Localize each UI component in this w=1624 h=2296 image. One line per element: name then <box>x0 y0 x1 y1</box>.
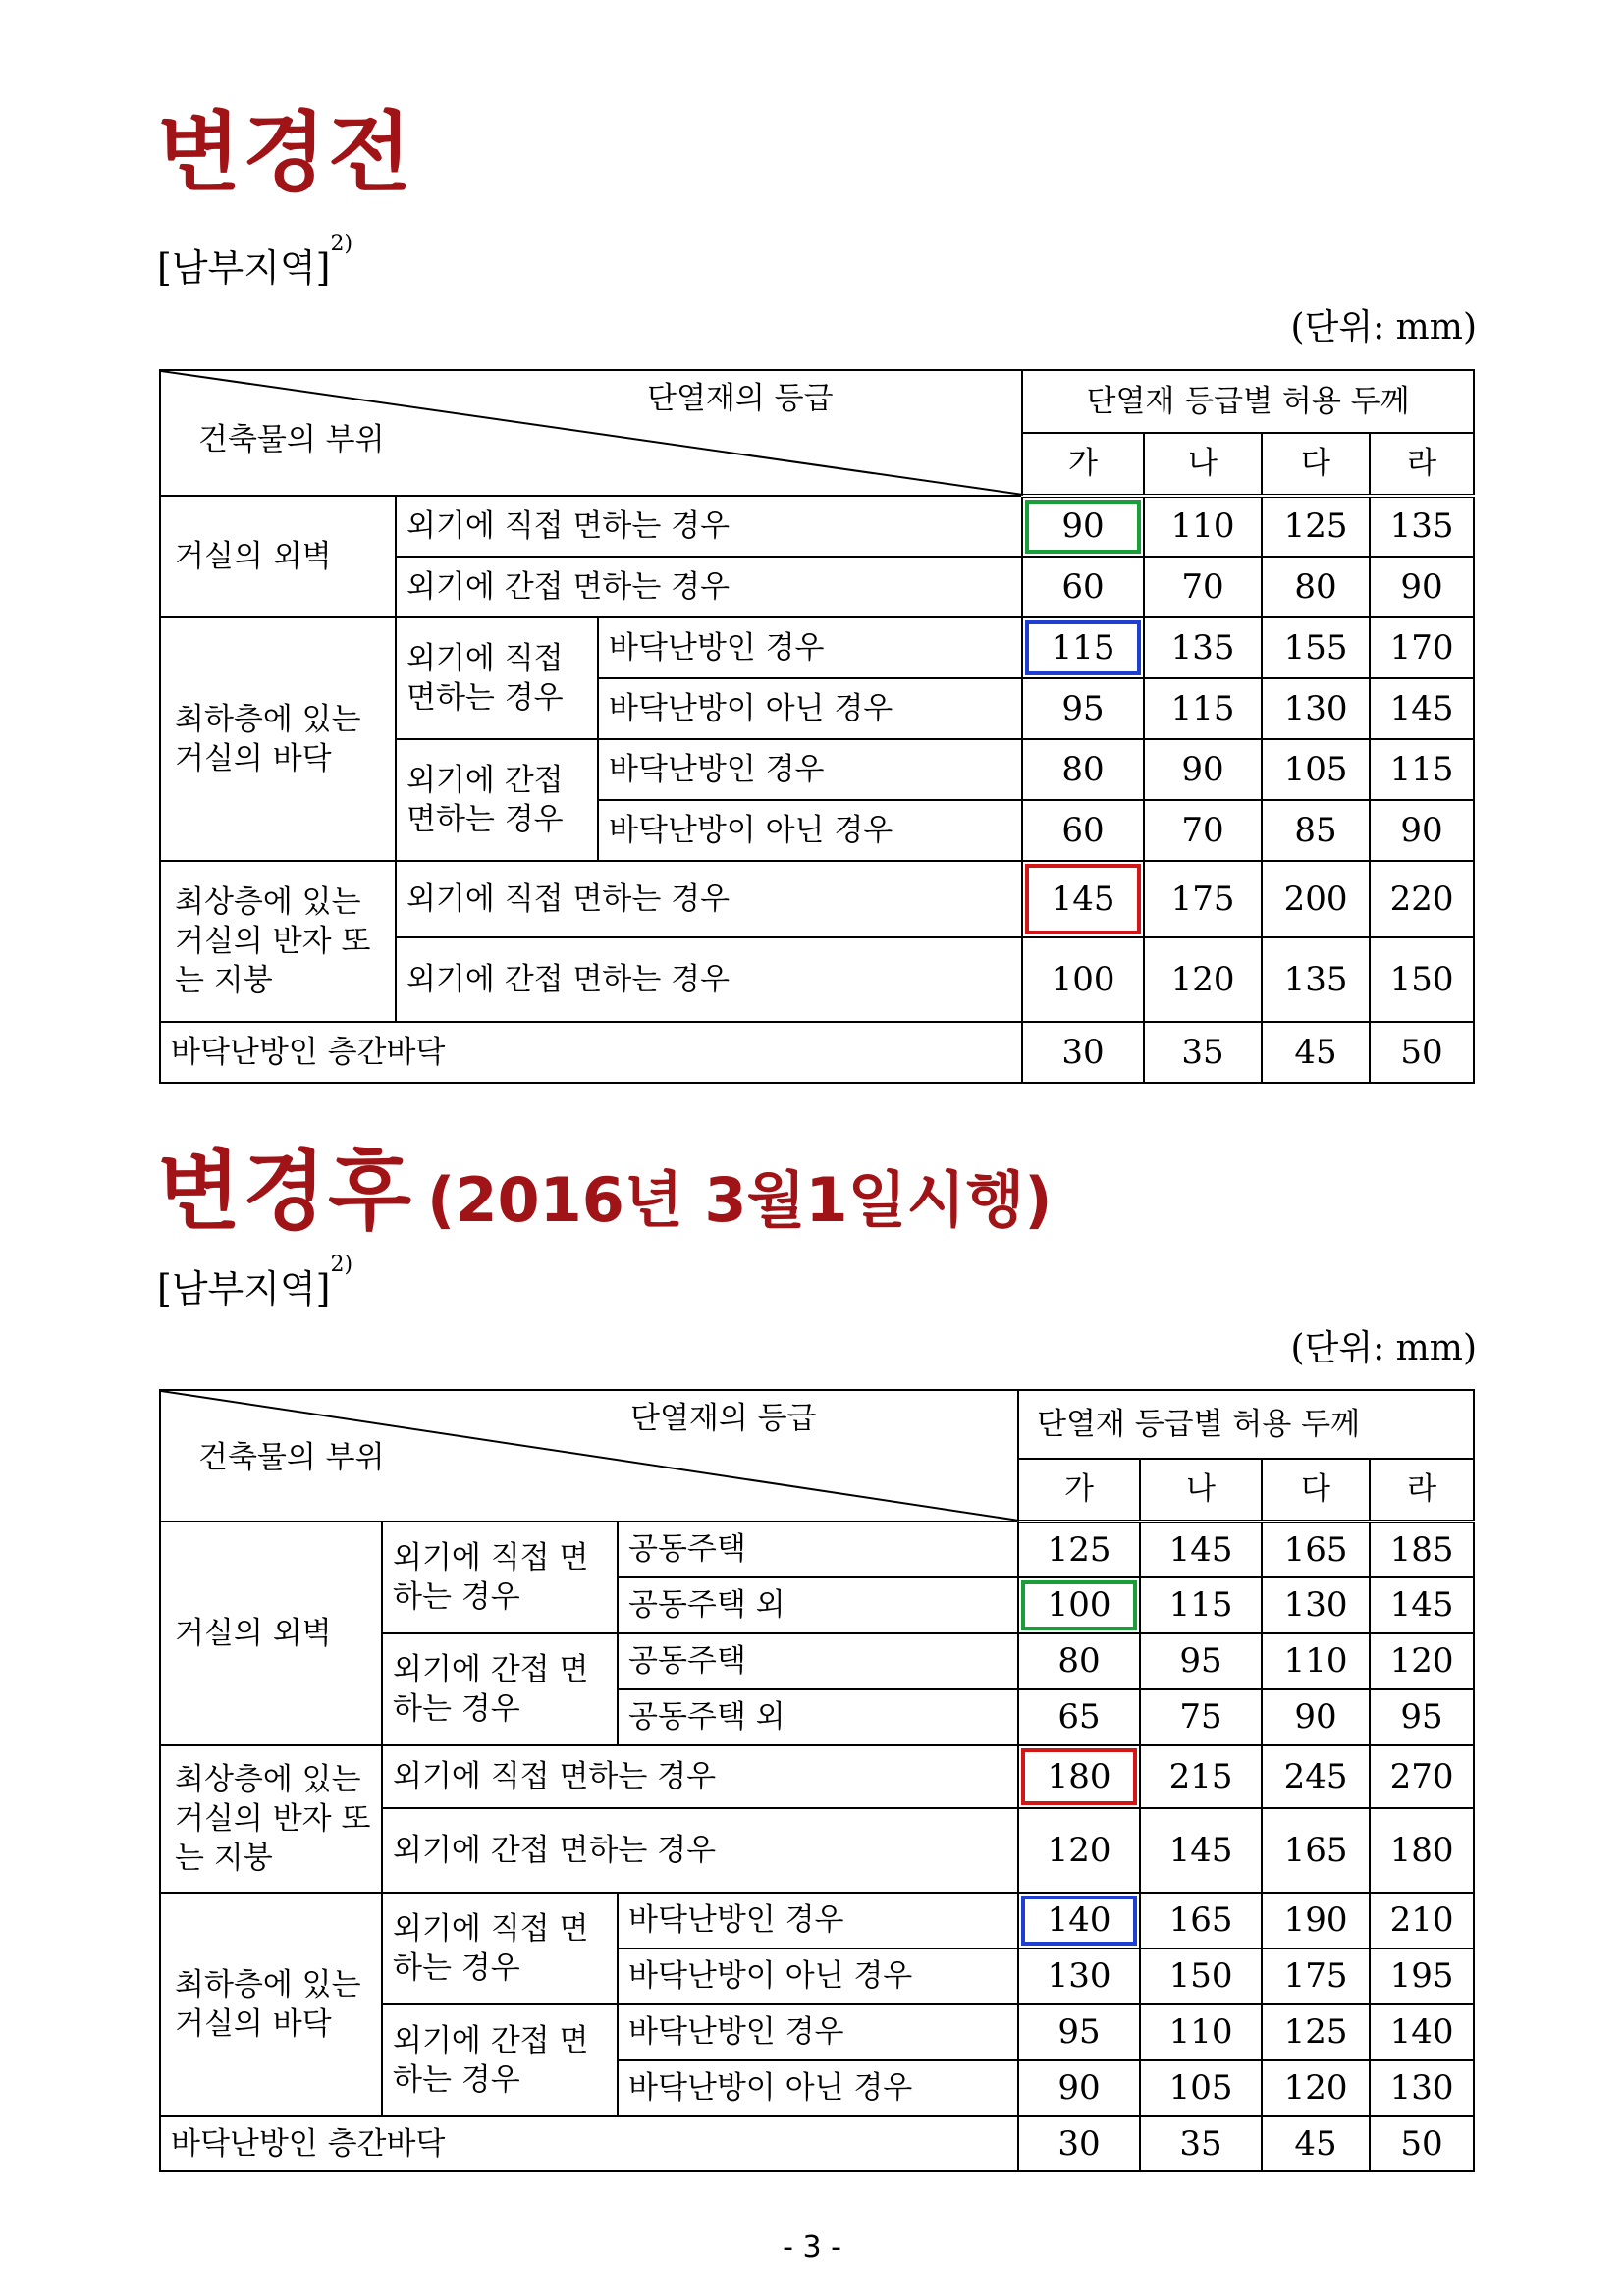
after-cell: 75 <box>1140 1689 1262 1745</box>
after-cell: 95 <box>1370 1689 1474 1745</box>
before-grade-label: 단열재의 등급 <box>647 381 834 416</box>
after-heating-label: 바닥난방인 경우 <box>618 1893 1018 1949</box>
before-cell: 175 <box>1144 861 1262 937</box>
before-unit-label: (단위: mm) <box>1290 307 1477 347</box>
before-part-label: 건축물의 부위 <box>198 422 385 457</box>
after-cell: 120 <box>1370 1633 1474 1689</box>
after-row-floor-heating: 바닥난방인 층간바닥 <box>160 2116 1018 2171</box>
before-row-lowest-floor: 최하층에 있는 거실의 바닥 <box>160 617 396 861</box>
before-cell: 170 <box>1370 617 1474 678</box>
after-cell: 150 <box>1140 1949 1262 2004</box>
after-cell: 125 <box>1262 2004 1370 2060</box>
after-no-heating-label: 바닥난방이 아닌 경우 <box>618 1949 1018 2004</box>
after-indirect-label: 외기에 간접 면하는 경우 <box>382 1808 1018 1893</box>
before-cell: 135 <box>1370 496 1474 557</box>
after-heating-label: 바닥난방인 경우 <box>618 2004 1018 2060</box>
after-cell: 110 <box>1262 1633 1370 1689</box>
after-non-apartment-label: 공동주택 외 <box>618 1577 1018 1633</box>
after-no-heating-label: 바닥난방이 아닌 경우 <box>618 2060 1018 2116</box>
before-title <box>157 102 414 203</box>
after-cell: 45 <box>1262 2116 1370 2171</box>
after-grade-ra: 라 <box>1370 1459 1474 1522</box>
after-cell: 210 <box>1370 1893 1474 1949</box>
after-cell: 120 <box>1262 2060 1370 2116</box>
after-cell: 95 <box>1140 1633 1262 1689</box>
after-cell: 105 <box>1140 2060 1262 2116</box>
after-title-text: 변경후 <box>157 1141 414 1242</box>
table-row <box>160 861 1474 937</box>
before-cell: 70 <box>1144 800 1262 861</box>
before-cell: 90 <box>1370 557 1474 617</box>
before-cell: 150 <box>1370 937 1474 1022</box>
before-cell: 90 <box>1370 800 1474 861</box>
before-cell: 145 <box>1370 678 1474 739</box>
after-cell: 125 <box>1018 1522 1140 1577</box>
after-region-footnote: 2) <box>330 1253 353 1277</box>
before-cell: 135 <box>1262 937 1370 1022</box>
after-cell: 165 <box>1140 1893 1262 1949</box>
before-indirect-label: 외기에 간접 면하는 경우 <box>396 557 1022 617</box>
after-grade-da: 다 <box>1262 1459 1370 1522</box>
before-cell: 95 <box>1022 678 1144 739</box>
page-number: - 3 - <box>783 2230 841 2265</box>
before-cell: 120 <box>1144 937 1262 1022</box>
before-direct-label: 외기에 직접 면하는 경우 <box>396 496 1022 557</box>
after-header-corner <box>160 1390 1018 1522</box>
after-cell: 90 <box>1018 2060 1140 2116</box>
before-cell: 45 <box>1262 1022 1370 1083</box>
after-title-suffix: (2016년 3월1일시행) <box>427 1164 1053 1236</box>
before-region-footnote: 2) <box>330 232 353 256</box>
before-cell: 145 <box>1022 861 1144 937</box>
after-part-label: 건축물의 부위 <box>198 1440 385 1475</box>
before-row-outer-wall: 거실의 외벽 <box>160 496 396 617</box>
after-indirect-label: 외기에 간접 면하는 경우 <box>382 1633 618 1745</box>
after-cell: 215 <box>1140 1745 1262 1808</box>
before-cell: 200 <box>1262 861 1370 937</box>
before-direct-label: 외기에 직접 면하는 경우 <box>396 861 1022 937</box>
before-cell: 100 <box>1022 937 1144 1022</box>
table-row <box>160 2116 1474 2171</box>
before-no-heating-label: 바닥난방이 아닌 경우 <box>598 678 1022 739</box>
after-cell: 145 <box>1140 1522 1262 1577</box>
before-no-heating-label: 바닥난방이 아닌 경우 <box>598 800 1022 861</box>
before-cell: 90 <box>1022 496 1144 557</box>
after-cell: 190 <box>1262 1893 1370 1949</box>
after-cell: 120 <box>1018 1808 1140 1893</box>
after-cell: 175 <box>1262 1949 1370 2004</box>
after-cell: 145 <box>1370 1577 1474 1633</box>
after-cell: 165 <box>1262 1522 1370 1577</box>
before-cell: 115 <box>1370 739 1474 800</box>
after-apartment-label: 공동주택 <box>618 1633 1018 1689</box>
after-region-label <box>157 1253 353 1312</box>
before-cell: 35 <box>1144 1022 1262 1083</box>
before-cell: 60 <box>1022 557 1144 617</box>
after-cell: 195 <box>1370 1949 1474 2004</box>
before-cell: 90 <box>1144 739 1262 800</box>
before-grade-na: 나 <box>1144 433 1262 496</box>
before-heating-label: 바닥난방인 경우 <box>598 617 1022 678</box>
before-title-text: 변경전 <box>157 102 414 203</box>
after-cell: 165 <box>1262 1808 1370 1893</box>
after-row-lowest-floor: 최하층에 있는 거실의 바닥 <box>160 1893 382 2116</box>
before-heating-label: 바닥난방인 경우 <box>598 739 1022 800</box>
after-apartment-label: 공동주택 <box>618 1522 1018 1577</box>
before-region-text: [남부지역] <box>157 246 331 290</box>
table-row <box>160 1893 1474 1949</box>
after-cell: 180 <box>1018 1745 1140 1808</box>
before-cell: 105 <box>1262 739 1370 800</box>
after-cell: 30 <box>1018 2116 1140 2171</box>
after-indirect-label: 외기에 간접 면하는 경우 <box>382 2004 618 2116</box>
before-table <box>159 369 1475 1084</box>
after-region-text: [남부지역] <box>157 1267 331 1310</box>
after-cell: 80 <box>1018 1633 1140 1689</box>
after-cell: 90 <box>1262 1689 1370 1745</box>
after-cell: 145 <box>1140 1808 1262 1893</box>
table-row <box>160 617 1474 678</box>
before-indirect-label: 외기에 간접 면하는 경우 <box>396 937 1022 1022</box>
before-row-floor-heating: 바닥난방인 층간바닥 <box>160 1022 1022 1083</box>
before-cell: 155 <box>1262 617 1370 678</box>
before-cell: 85 <box>1262 800 1370 861</box>
before-cell: 110 <box>1144 496 1262 557</box>
before-cell: 130 <box>1262 678 1370 739</box>
before-cell: 50 <box>1370 1022 1474 1083</box>
after-direct-label: 외기에 직접 면하는 경우 <box>382 1522 618 1633</box>
after-cell: 185 <box>1370 1522 1474 1577</box>
after-cell: 100 <box>1018 1577 1140 1633</box>
after-cell: 95 <box>1018 2004 1140 2060</box>
after-row-top-roof: 최상층에 있는 거실의 반자 또는 지붕 <box>160 1745 382 1893</box>
before-thickness-header: 단열재 등급별 허용 두께 <box>1022 370 1474 433</box>
after-cell: 130 <box>1262 1577 1370 1633</box>
after-thickness-header: 단열재 등급별 허용 두께 <box>1018 1390 1474 1459</box>
before-cell: 70 <box>1144 557 1262 617</box>
after-row-outer-wall: 거실의 외벽 <box>160 1522 382 1745</box>
after-direct-label: 외기에 직접 면하는 경우 <box>382 1893 618 2004</box>
after-grade-na: 나 <box>1140 1459 1262 1522</box>
after-cell: 140 <box>1370 2004 1474 2060</box>
before-grade-ga: 가 <box>1022 433 1144 496</box>
before-cell: 80 <box>1022 739 1144 800</box>
after-cell: 180 <box>1370 1808 1474 1893</box>
after-cell: 110 <box>1140 2004 1262 2060</box>
before-cell: 115 <box>1144 678 1262 739</box>
after-cell: 245 <box>1262 1745 1370 1808</box>
before-header-corner <box>160 370 1022 496</box>
table-row <box>160 1022 1474 1083</box>
before-direct-label: 외기에 직접 면하는 경우 <box>396 617 598 739</box>
table-row <box>160 1745 1474 1808</box>
before-cell: 30 <box>1022 1022 1144 1083</box>
before-region-label <box>157 232 353 292</box>
after-cell: 130 <box>1370 2060 1474 2116</box>
after-cell: 270 <box>1370 1745 1474 1808</box>
after-unit-label: (단위: mm) <box>1290 1328 1477 1368</box>
before-cell: 135 <box>1144 617 1262 678</box>
table-row <box>160 1522 1474 1577</box>
after-cell: 50 <box>1370 2116 1474 2171</box>
before-cell: 80 <box>1262 557 1370 617</box>
before-grade-da: 다 <box>1262 433 1370 496</box>
after-direct-label: 외기에 직접 면하는 경우 <box>382 1745 1018 1808</box>
before-cell: 60 <box>1022 800 1144 861</box>
after-title <box>157 1141 1053 1242</box>
before-cell: 115 <box>1022 617 1144 678</box>
before-cell: 125 <box>1262 496 1370 557</box>
after-cell: 140 <box>1018 1893 1140 1949</box>
after-non-apartment-label: 공동주택 외 <box>618 1689 1018 1745</box>
after-cell: 35 <box>1140 2116 1262 2171</box>
after-grade-label: 단열재의 등급 <box>630 1401 817 1436</box>
after-cell: 130 <box>1018 1949 1140 2004</box>
before-indirect-label: 외기에 간접 면하는 경우 <box>396 739 598 861</box>
after-table <box>159 1389 1475 2172</box>
before-row-top-roof: 최상층에 있는 거실의 반자 또는 지붕 <box>160 861 396 1022</box>
after-grade-ga: 가 <box>1018 1459 1140 1522</box>
before-cell: 220 <box>1370 861 1474 937</box>
after-cell: 115 <box>1140 1577 1262 1633</box>
before-grade-ra: 라 <box>1370 433 1474 496</box>
table-row <box>160 496 1474 557</box>
after-cell: 65 <box>1018 1689 1140 1745</box>
